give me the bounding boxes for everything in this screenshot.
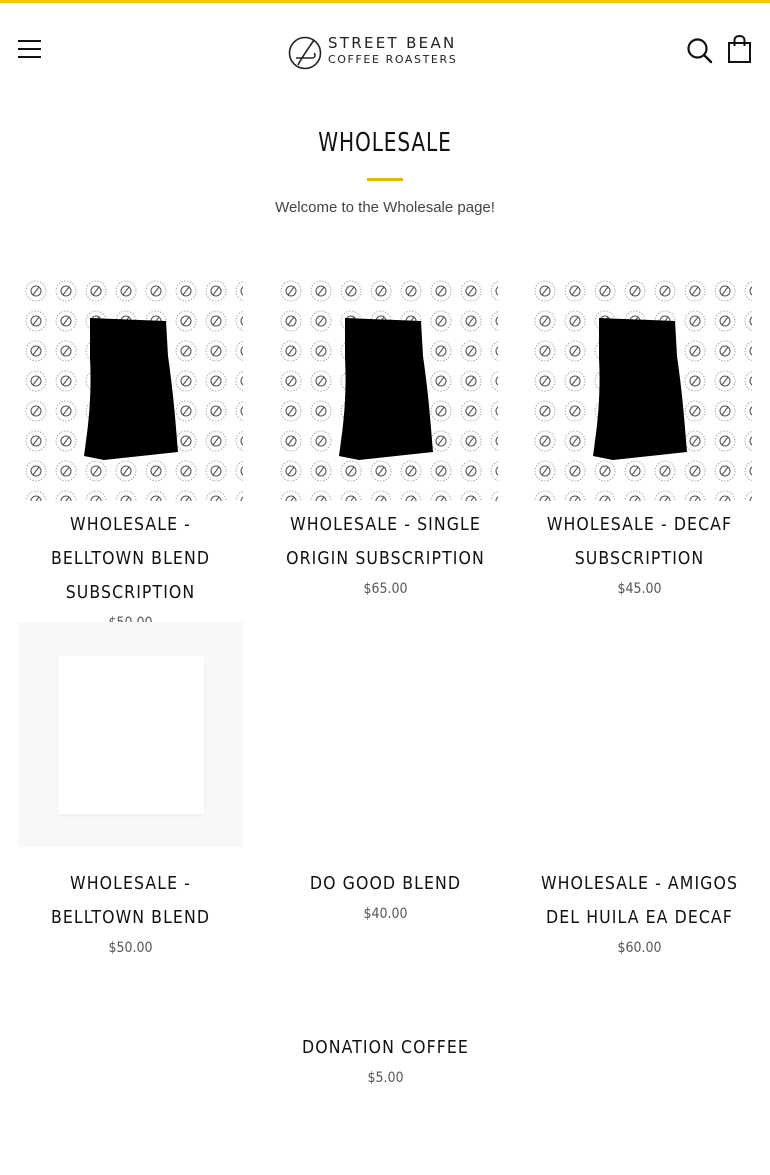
coffee-bag-image <box>339 318 433 460</box>
product-image[interactable] <box>18 622 243 847</box>
product-card[interactable] <box>273 1031 498 1086</box>
site-header <box>0 3 770 93</box>
product-card[interactable] <box>273 622 498 922</box>
title-underline-divider <box>367 178 403 181</box>
product-title[interactable]: WHOLESALE - AMIGOS DEL HUILA EA DECAF <box>540 874 739 928</box>
product-card[interactable] <box>18 276 243 631</box>
product-price: $5.00 <box>367 1070 404 1086</box>
product-price: $60.00 <box>617 940 662 956</box>
page-title: WHOLESALE <box>318 128 452 158</box>
product-title[interactable]: WHOLESALE - BELLTOWN BLEND <box>50 874 211 928</box>
product-image[interactable] <box>273 276 498 501</box>
product-price: $50.00 <box>108 940 153 956</box>
page-subtitle: Welcome to the Wholesale page! <box>275 199 495 216</box>
product-card[interactable] <box>273 276 498 597</box>
shopping-bag-icon[interactable] <box>726 34 754 64</box>
product-image[interactable] <box>18 276 243 501</box>
product-card[interactable] <box>18 622 243 956</box>
search-icon[interactable] <box>686 37 714 65</box>
product-price: $40.00 <box>363 906 408 922</box>
product-image[interactable] <box>273 622 498 847</box>
brand-name: STREET BEAN <box>328 34 457 52</box>
coffee-bean-logo-icon <box>288 31 324 75</box>
coffee-bag-image <box>84 318 178 460</box>
hamburger-menu-icon[interactable] <box>16 37 44 61</box>
product-price: $65.00 <box>363 581 408 597</box>
brand-tagline: COFFEE ROASTERS <box>328 53 458 66</box>
product-card[interactable] <box>527 622 752 956</box>
product-title[interactable]: WHOLESALE - DECAF SUBSCRIPTION <box>546 515 733 569</box>
product-title[interactable]: DO GOOD BLEND <box>309 874 462 894</box>
coffee-bag-image <box>593 318 687 460</box>
product-title[interactable]: DONATION COFFEE <box>302 1038 469 1058</box>
product-image[interactable] <box>527 276 752 501</box>
product-title[interactable]: WHOLESALE - BELLTOWN BLEND SUBSCRIPTION <box>50 515 211 603</box>
product-title[interactable]: WHOLESALE - SINGLE ORIGIN SUBSCRIPTION <box>286 515 485 569</box>
product-card[interactable] <box>527 276 752 597</box>
product-image[interactable] <box>527 622 752 847</box>
brand-logo[interactable] <box>288 31 480 75</box>
faded-product-placeholder <box>58 656 204 814</box>
product-price: $45.00 <box>617 581 662 597</box>
